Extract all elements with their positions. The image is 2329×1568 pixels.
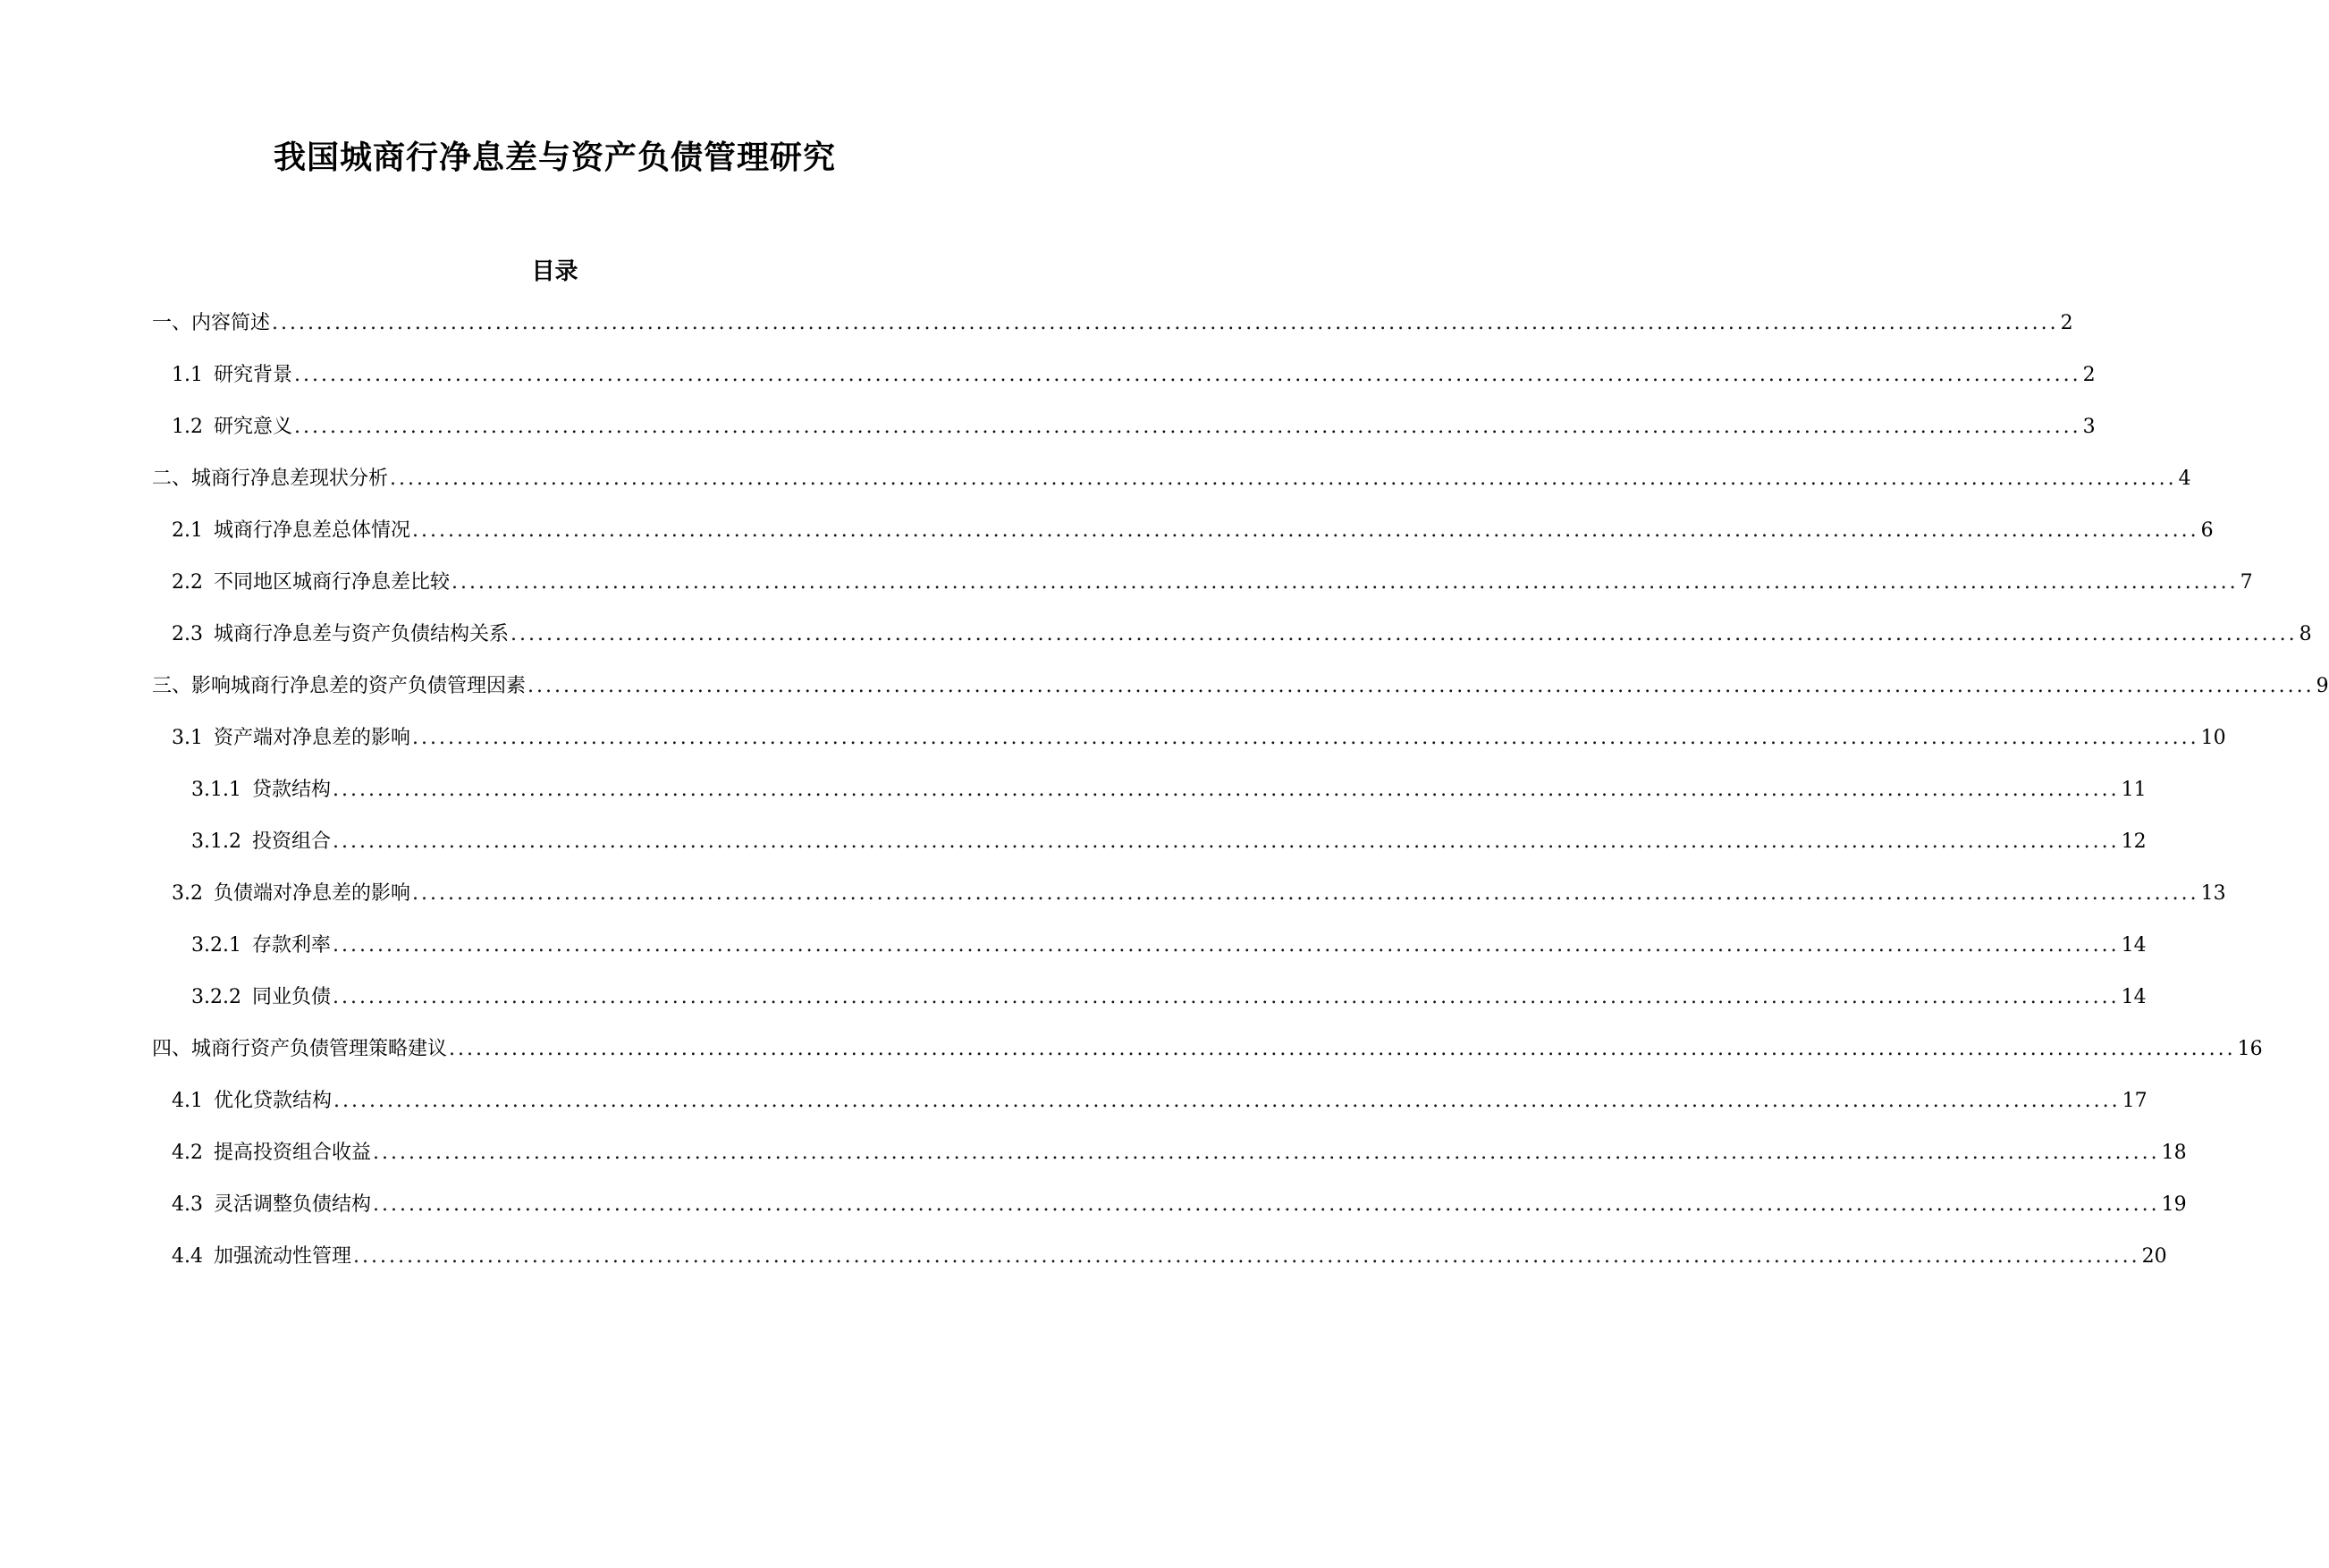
toc-leader-dots: ........................................................................................................................................................................................................ xyxy=(412,882,2199,905)
toc-heading: 目录 xyxy=(531,258,578,285)
toc-leader-dots: ........................................................................................................................................................................................................ xyxy=(373,1142,2160,1164)
toc-entry[interactable] xyxy=(191,774,2147,805)
toc-entry-label xyxy=(191,982,331,1009)
toc-entry-number: 4.1 xyxy=(172,1090,203,1112)
toc-entry[interactable] xyxy=(172,619,2312,649)
toc-entry-label xyxy=(172,515,410,543)
toc-entry[interactable] xyxy=(172,1137,2187,1168)
toc-entry-number: 3.1.1 xyxy=(191,779,241,801)
toc-entry[interactable] xyxy=(172,878,2226,908)
toc-leader-dots: ........................................................................................................................................................................................................ xyxy=(451,571,2239,594)
toc-entry-page: 12 xyxy=(2121,830,2147,853)
toc-entry[interactable] xyxy=(191,930,2147,960)
toc-entry[interactable] xyxy=(172,1189,2187,1219)
toc-leader-dots: ........................................................................................................................................................................................................ xyxy=(412,519,2199,542)
toc-entry[interactable] xyxy=(152,670,2329,701)
toc-entry[interactable] xyxy=(172,515,2214,545)
toc-entry[interactable] xyxy=(172,1085,2148,1116)
toc-leader-dots: ........................................................................................................................................................................................................ xyxy=(333,986,2120,1008)
toc-leader-dots: ........................................................................................................................................................................................................ xyxy=(390,468,2177,490)
toc-entry[interactable] xyxy=(152,463,2191,493)
toc-entry-text: 四、城商行资产负债管理策略建议 xyxy=(152,1038,448,1060)
toc-entry-page: 7 xyxy=(2240,571,2253,594)
toc-entry-text: 研究意义 xyxy=(214,416,293,438)
toc-entry[interactable] xyxy=(152,1033,2263,1064)
toc-entry-number: 2.2 xyxy=(172,571,203,594)
toc-entry-label xyxy=(172,411,292,439)
toc-entry[interactable] xyxy=(191,982,2147,1012)
toc-entry-number: 4.3 xyxy=(172,1193,203,1216)
toc-entry-page: 20 xyxy=(2141,1245,2167,1268)
toc-entry[interactable] xyxy=(191,826,2147,856)
toc-entry[interactable] xyxy=(172,1241,2167,1271)
toc-entry-page: 14 xyxy=(2121,986,2147,1008)
toc-entry-label xyxy=(152,1033,447,1061)
toc-entry-label xyxy=(172,1241,351,1269)
toc-entry-text: 城商行净息差与资产负债结构关系 xyxy=(214,623,510,645)
toc-entry-page: 14 xyxy=(2121,934,2147,957)
toc-entry[interactable] xyxy=(172,722,2226,753)
toc-entry-page: 18 xyxy=(2161,1142,2187,1164)
toc-leader-dots: ........................................................................................................................................................................................................ xyxy=(294,364,2081,386)
toc-entry-number: 3.2 xyxy=(172,882,203,905)
toc-entry-label xyxy=(191,930,331,957)
toc-entry[interactable] xyxy=(152,308,2073,338)
toc-entry-label xyxy=(152,463,388,491)
toc-entry-text: 三、影响城商行净息差的资产负债管理因素 xyxy=(152,675,527,697)
toc-entry-text: 城商行净息差总体情况 xyxy=(214,519,411,542)
toc-entry-number: 4.2 xyxy=(172,1142,203,1164)
toc-entry-text: 贷款结构 xyxy=(251,779,331,801)
toc-entry-page: 11 xyxy=(2121,779,2147,801)
toc-entry-label xyxy=(191,826,331,854)
toc-leader-dots: ........................................................................................................................................................................................................ xyxy=(333,830,2120,853)
toc-entry-page: 10 xyxy=(2200,727,2226,749)
toc-entry-number: 2.1 xyxy=(172,519,203,542)
toc-entry-label xyxy=(152,670,526,698)
toc-leader-dots: ........................................................................................................................................................................................................ xyxy=(272,312,2059,334)
toc-entry-text: 一、内容简述 xyxy=(152,312,271,334)
toc-entry-label xyxy=(152,308,270,335)
toc-entry-page: 4 xyxy=(2178,468,2191,490)
toc-leader-dots: ........................................................................................................................................................................................................ xyxy=(333,779,2120,801)
toc-entry-page: 2 xyxy=(2060,312,2073,334)
toc-leader-dots: ........................................................................................................................................................................................................ xyxy=(373,1193,2160,1216)
toc-entry-text: 资产端对净息差的影响 xyxy=(214,727,411,749)
toc-leader-dots: ........................................................................................................................................................................................................ xyxy=(294,416,2081,438)
toc-entry-label xyxy=(191,774,331,802)
toc-entry-page: 8 xyxy=(2299,623,2312,645)
toc-entry-number: 3.2.1 xyxy=(191,934,241,957)
toc-leader-dots: ........................................................................................................................................................................................................ xyxy=(511,623,2298,645)
toc-entry-label xyxy=(172,722,410,750)
toc-entry-text: 提高投资组合收益 xyxy=(214,1142,372,1164)
toc-entry-page: 13 xyxy=(2200,882,2226,905)
toc-leader-dots: ........................................................................................................................................................................................................ xyxy=(353,1245,2140,1268)
toc-entry-text: 优化贷款结构 xyxy=(214,1090,333,1112)
toc-entry-text: 研究背景 xyxy=(214,364,293,386)
toc-leader-dots: ........................................................................................................................................................................................................ xyxy=(333,934,2120,957)
document-title: 我国城商行净息差与资产负债管理研究 xyxy=(273,139,836,176)
toc-entry[interactable] xyxy=(172,567,2253,597)
toc-entry-text: 加强流动性管理 xyxy=(214,1245,352,1268)
toc-entry-text: 不同地区城商行净息差比较 xyxy=(214,571,451,594)
toc-entry-number: 1.2 xyxy=(172,416,203,438)
toc-entry[interactable] xyxy=(172,411,2096,442)
toc-entry-text: 存款利率 xyxy=(251,934,331,957)
toc-leader-dots: ........................................................................................................................................................................................................ xyxy=(449,1038,2236,1060)
toc-entry-number: 2.3 xyxy=(172,623,203,645)
toc-entry-label xyxy=(172,1085,332,1113)
toc-entry-page: 6 xyxy=(2200,519,2214,542)
toc-entry-page: 2 xyxy=(2082,364,2096,386)
toc-entry-number: 1.1 xyxy=(172,364,203,386)
toc-entry-number: 3.2.2 xyxy=(191,986,241,1008)
toc-entry-text: 负债端对净息差的影响 xyxy=(214,882,411,905)
toc-entry-label xyxy=(172,359,292,387)
toc-entry-label xyxy=(172,619,509,646)
toc-entry-number: 3.1.2 xyxy=(191,830,241,853)
toc-entry-text: 灵活调整负债结构 xyxy=(214,1193,372,1216)
toc-entry-page: 9 xyxy=(2316,675,2329,697)
toc-entry-page: 3 xyxy=(2082,416,2096,438)
toc-leader-dots: ........................................................................................................................................................................................................ xyxy=(333,1090,2121,1112)
toc-entry[interactable] xyxy=(172,359,2096,390)
toc-entry-number: 4.4 xyxy=(172,1245,203,1268)
toc-entry-text: 同业负债 xyxy=(251,986,331,1008)
toc-entry-text: 二、城商行净息差现状分析 xyxy=(152,468,389,490)
toc-entry-label xyxy=(172,878,410,906)
toc-entry-label xyxy=(172,1137,371,1165)
toc-entry-page: 16 xyxy=(2237,1038,2263,1060)
toc-entry-text: 投资组合 xyxy=(251,830,331,853)
toc-leader-dots: ........................................................................................................................................................................................................ xyxy=(412,727,2199,749)
toc-entry-page: 19 xyxy=(2161,1193,2187,1216)
toc-entry-label xyxy=(172,567,450,594)
toc-entry-label xyxy=(172,1189,371,1217)
toc-entry-page: 17 xyxy=(2122,1090,2148,1112)
toc-leader-dots: ........................................................................................................................................................................................................ xyxy=(527,675,2315,697)
toc-entry-number: 3.1 xyxy=(172,727,203,749)
